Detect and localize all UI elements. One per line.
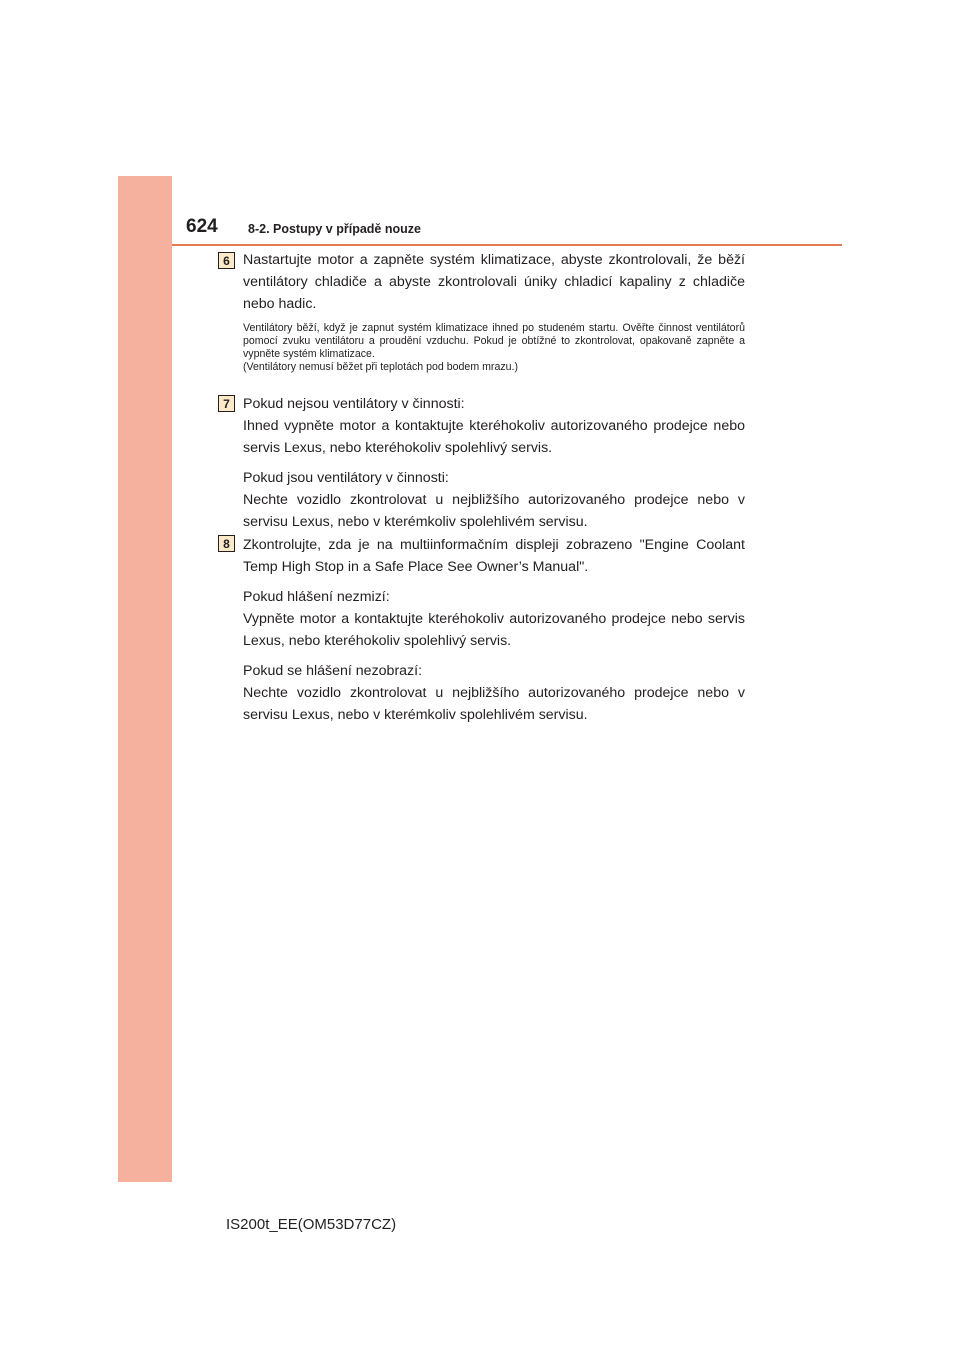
step-8-case2-title: Pokud se hlášení nezobrazí: [243, 663, 423, 679]
step-8-text: Zkontrolujte, zda je na multiinformačním displeji zobrazeno "Engine Coolant Temp High Stop in a Safe Place See Owner’s Manual". [243, 537, 745, 575]
step-6-note-line2: (Ventilátory nemusí běžet při teplotách pod bodem mrazu.) [243, 361, 518, 373]
step-8-badge: 8 [218, 535, 235, 552]
chapter-side-band [118, 176, 172, 1182]
step-7-case1-text: Ihned vypněte motor a kontaktujte kteréhokoliv autorizovaného prodejce nebo servis Lexus, nebo kteréhokoliv spolehlivý servis. [243, 418, 745, 456]
step-8-case1-text: Vypněte motor a kontaktujte kteréhokoliv autorizovaného prodejce nebo servis Lexus, nebo kteréhokoliv spolehlivý servis. [243, 611, 745, 649]
section-title: 8-2. Postupy v případě nouze [248, 222, 421, 236]
step-6-note-line1: Ventilátory běží, když je zapnut systém klimatizace ihned po studeném startu. Ověřte činnost ventilátorů pomocí zvuku ventilátoru a proudění vzduchu. Pokud je obtížné to zkontrolovat, opakovaně zapněte a vypněte systém klimatizace. [243, 322, 745, 360]
step-7-case1-title: Pokud nejsou ventilátory v činnosti: [243, 396, 465, 412]
step-6-badge: 6 [218, 252, 235, 269]
step-7-case2-text: Nechte vozidlo zkontrolovat u nejbližšího autorizovaného prodejce nebo v servisu Lexus, nebo v kterémkoliv spolehlivém servisu. [243, 492, 745, 530]
page-number: 624 [186, 216, 218, 237]
document-code: IS200t_EE(OM53D77CZ) [226, 1216, 397, 1233]
step-7-case2-title: Pokud jsou ventilátory v činnosti: [243, 470, 449, 486]
step-8-block [243, 534, 745, 726]
step-7-block [243, 393, 745, 533]
step-6-note [243, 322, 745, 374]
step-6-text: Nastartujte motor a zapněte systém klimatizace, abyste zkontrolovali, že běží ventilátory chladiče a abyste zkontrolovali úniky chladicí kapaliny z chladiče nebo hadic. [243, 252, 745, 312]
step-8-case1-title: Pokud hlášení nezmizí: [243, 589, 390, 605]
step-7-badge: 7 [218, 395, 235, 412]
step-8-case2-text: Nechte vozidlo zkontrolovat u nejbližšího autorizovaného prodejce nebo v servisu Lexus, nebo v kterémkoliv spolehlivém servisu. [243, 685, 745, 723]
header-rule [172, 244, 842, 246]
